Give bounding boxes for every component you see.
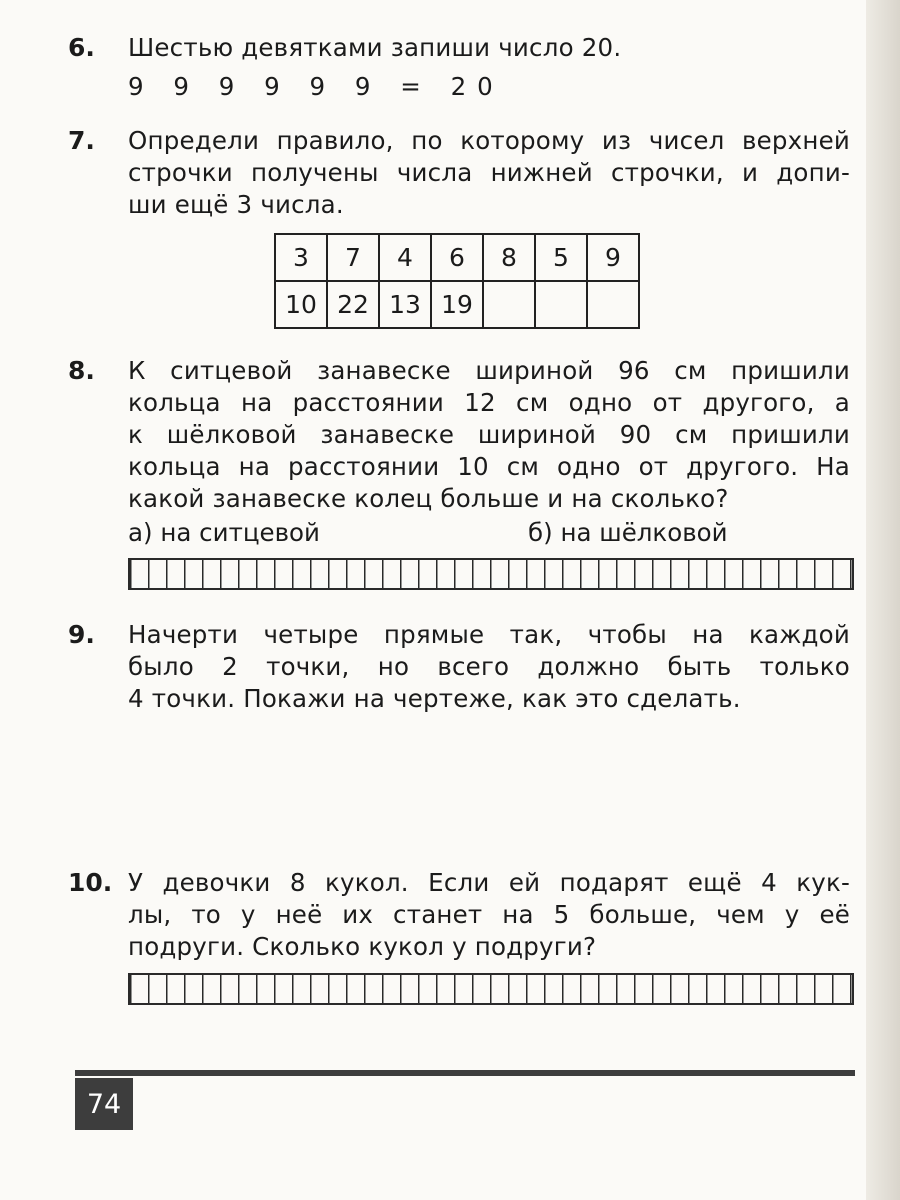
bottom-row [275,281,639,328]
task-text-line: кольца на расстоянии 12 см одно от другого, а [128,388,850,417]
table-cell: 5 [535,234,587,281]
task-number: 6. [68,33,95,62]
task-text-line: Начерти четыре прямые так, чтобы на каждой [128,620,850,649]
answer-grid[interactable] [128,973,854,1005]
task-text-line: кольца на расстоянии 10 см одно от другого. На [128,452,850,481]
page-number: 74 [75,1078,133,1130]
top-row [275,234,639,281]
task-text-line: Определи правило, по которому из чисел верхней [128,126,850,155]
table-cell: 22 [327,281,379,328]
table-cell: 13 [379,281,431,328]
task-text-line: 4 точки. Покажи на чертеже, как это сделать. [128,684,741,713]
answer-grid[interactable] [128,558,854,590]
task-text-line: было 2 точки, но всего должно быть только [128,652,850,681]
task-number: 9. [68,620,95,649]
task-number: 7. [68,126,95,155]
page-edge [866,0,900,1200]
table-cell: 10 [275,281,327,328]
task-number: 8. [68,356,95,385]
footer-rule [75,1070,855,1076]
table-cell: 9 [587,234,639,281]
task-text-line: какой занавеске колец больше и на сколько? [128,484,729,513]
table-cell: 3 [275,234,327,281]
empty-answer-cell[interactable] [587,281,639,328]
task-text-line: У девочки 8 кукол. Если ей подарят ещё 4 кук- [128,868,850,897]
task-text-line: К ситцевой занавеске шириной 96 см пришили [128,356,850,385]
task-text-line: строчки получены числа нижней строчки, и допи- [128,158,850,187]
answer-option-b[interactable]: б) на шёлковой [528,518,728,547]
task-text-line: ши ещё 3 числа. [128,190,344,219]
table-cell: 19 [431,281,483,328]
task-expression: 9 9 9 9 9 9 = 20 [128,72,504,101]
task-text-line: подруги. Сколько кукол у подруги? [128,932,597,961]
answer-option-a[interactable]: а) на ситцевой [128,518,320,547]
task-text: Шестью девятками запиши число 20. [128,33,622,62]
number-sequence-table [274,233,640,329]
task-text-line: к шёлковой занавеске шириной 90 см пришили [128,420,850,449]
task-text-line: лы, то у неё их станет на 5 больше, чем у её [128,900,850,929]
drawing-area[interactable] [128,730,850,850]
table-cell: 7 [327,234,379,281]
task-number: 10. [68,868,113,897]
empty-answer-cell[interactable] [483,281,535,328]
table-cell: 6 [431,234,483,281]
table-cell: 8 [483,234,535,281]
table-cell: 4 [379,234,431,281]
empty-answer-cell[interactable] [535,281,587,328]
